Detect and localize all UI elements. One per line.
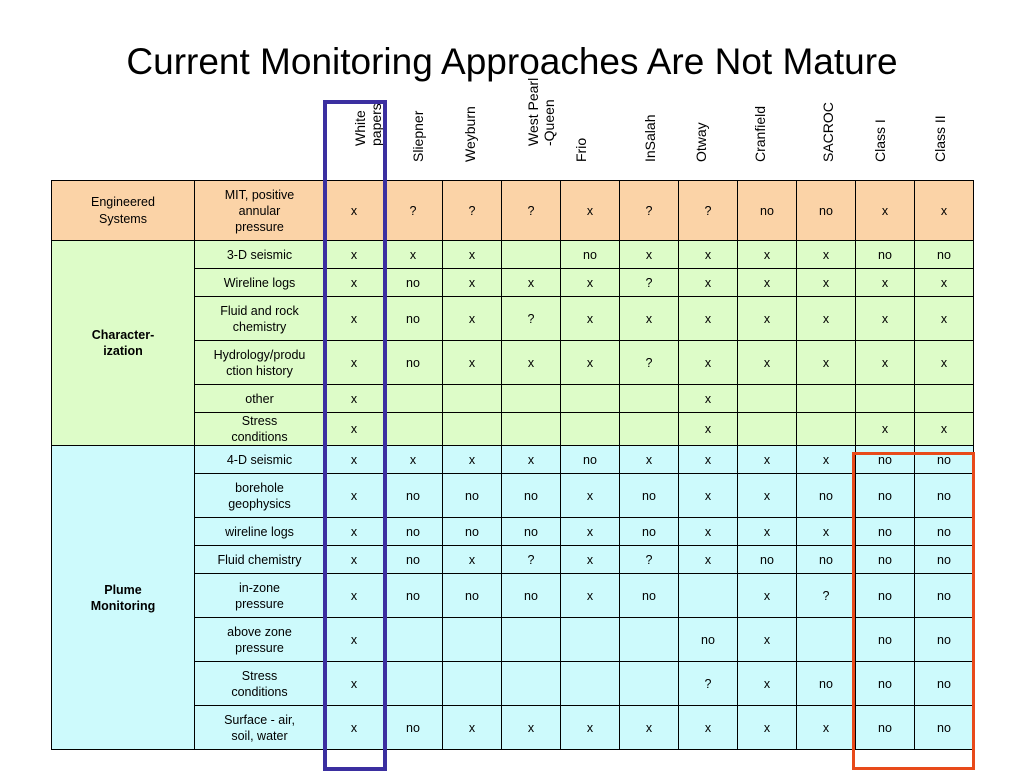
row-label: Stress conditions (195, 662, 325, 706)
table-cell (384, 413, 443, 446)
table-cell: x (384, 446, 443, 474)
table-cell: no (384, 574, 443, 618)
table-cell: no (443, 574, 502, 618)
table-cell: ? (443, 181, 502, 241)
table-cell (384, 618, 443, 662)
column-header-label: SACROC (820, 102, 836, 162)
table-cell: x (679, 385, 738, 413)
table-cell: x (325, 662, 384, 706)
row-label: Stress conditions (195, 413, 325, 446)
table-cell (797, 618, 856, 662)
table-cell: ? (620, 341, 679, 385)
table-cell: no (443, 474, 502, 518)
column-header-weyburn (452, 88, 478, 178)
table-cell: x (561, 574, 620, 618)
table-cell: no (797, 181, 856, 241)
table-cell: x (856, 297, 915, 341)
table-cell: x (679, 241, 738, 269)
table-cell: no (384, 706, 443, 750)
table-cell: x (561, 518, 620, 546)
table-cell: x (797, 297, 856, 341)
table-cell: ? (502, 546, 561, 574)
table-row (52, 181, 974, 241)
table-cell: no (384, 269, 443, 297)
column-header-otway (683, 88, 709, 178)
table-cell: no (561, 446, 620, 474)
table-cell (502, 385, 561, 413)
table-cell (797, 385, 856, 413)
table-cell: x (797, 518, 856, 546)
table-cell (502, 662, 561, 706)
table-cell: x (561, 474, 620, 518)
table-cell (620, 413, 679, 446)
table-cell (915, 385, 974, 413)
table-cell: x (561, 546, 620, 574)
table-cell: x (679, 413, 738, 446)
table-cell: no (915, 241, 974, 269)
class-columns-highlight-box (852, 452, 975, 770)
table-cell: x (915, 181, 974, 241)
table-cell: no (856, 241, 915, 269)
table-cell: x (679, 341, 738, 385)
table-cell: x (856, 341, 915, 385)
table-cell: no (620, 574, 679, 618)
table-cell: no (620, 474, 679, 518)
monitoring-approaches-table (51, 180, 974, 750)
table-cell (797, 413, 856, 446)
table-cell: x (679, 518, 738, 546)
table-cell: x (325, 269, 384, 297)
table-cell: x (502, 446, 561, 474)
row-label: Hydrology/produ ction history (195, 341, 325, 385)
row-label: Wireline logs (195, 269, 325, 297)
table-cell (443, 385, 502, 413)
table-cell: no (915, 574, 974, 618)
table-cell: x (325, 474, 384, 518)
table-cell: no (856, 518, 915, 546)
table-cell: x (325, 413, 384, 446)
column-header-class-ii (922, 88, 948, 178)
column-header-label: Weyburn (462, 106, 478, 162)
column-header-sacroc (810, 88, 836, 178)
column-header-label: Cranfield (752, 105, 768, 162)
table-cell: x (502, 341, 561, 385)
group-label-engineered-systems: Engineered Systems (52, 181, 195, 241)
table-cell: x (738, 297, 797, 341)
table-cell: no (561, 241, 620, 269)
table-cell: no (856, 546, 915, 574)
column-header-insalah (632, 88, 658, 178)
table-cell: no (915, 662, 974, 706)
table-cell: no (384, 474, 443, 518)
table-cell: no (443, 518, 502, 546)
table-cell: x (738, 618, 797, 662)
table-cell: x (502, 706, 561, 750)
column-header-sliepner (400, 88, 426, 178)
table-cell: x (443, 241, 502, 269)
table-cell: x (679, 269, 738, 297)
column-header-cranfield (742, 88, 768, 178)
table-row (52, 241, 974, 269)
table-cell: x (856, 269, 915, 297)
column-header-frio (563, 88, 589, 178)
table-cell: no (856, 662, 915, 706)
table-cell: ? (679, 181, 738, 241)
row-label: above zone pressure (195, 618, 325, 662)
table-cell (620, 385, 679, 413)
group-label-plume-monitoring: Plume Monitoring (52, 446, 195, 750)
table-cell: x (443, 546, 502, 574)
table-cell: ? (620, 181, 679, 241)
table-cell: x (797, 341, 856, 385)
table-cell: no (384, 297, 443, 341)
table-cell: x (738, 518, 797, 546)
table-row (52, 446, 974, 474)
table-cell (443, 662, 502, 706)
group-label-characterization: Character- ization (52, 241, 195, 446)
table-cell: x (620, 706, 679, 750)
table-cell: x (738, 474, 797, 518)
table-cell (384, 662, 443, 706)
table-cell: no (856, 474, 915, 518)
table-cell: x (561, 181, 620, 241)
table-cell: ? (679, 662, 738, 706)
table-cell: x (620, 241, 679, 269)
table-cell: no (620, 518, 679, 546)
table-cell: x (443, 341, 502, 385)
table-cell (443, 618, 502, 662)
table-cell: x (856, 181, 915, 241)
table-cell (679, 574, 738, 618)
table-cell (443, 413, 502, 446)
table-cell: x (325, 341, 384, 385)
white-papers-highlight-box (323, 100, 387, 771)
table-cell: no (856, 446, 915, 474)
table-cell: x (738, 446, 797, 474)
row-label: wireline logs (195, 518, 325, 546)
table-cell: x (620, 297, 679, 341)
table-cell: x (797, 269, 856, 297)
table-cell: no (384, 546, 443, 574)
table-cell: x (325, 297, 384, 341)
table-cell: x (679, 474, 738, 518)
table-cell: x (738, 574, 797, 618)
column-header-west-pearl-queen (515, 77, 557, 178)
row-label: other (195, 385, 325, 413)
table-cell: x (384, 241, 443, 269)
table-cell: ? (797, 574, 856, 618)
table-cell: x (325, 706, 384, 750)
table-cell (384, 385, 443, 413)
column-header-label: Otway (693, 122, 709, 162)
table-cell: x (679, 446, 738, 474)
table-cell: ? (502, 181, 561, 241)
table-cell: x (915, 297, 974, 341)
table-cell (738, 385, 797, 413)
table-cell: x (856, 413, 915, 446)
table-cell (561, 413, 620, 446)
table-cell: x (738, 241, 797, 269)
table-cell (502, 413, 561, 446)
table-cell: no (915, 518, 974, 546)
table-cell (620, 618, 679, 662)
row-label: MIT, positive annular pressure (195, 181, 325, 241)
table-cell: no (915, 446, 974, 474)
table-cell: no (384, 518, 443, 546)
table-cell: no (856, 574, 915, 618)
table-cell: x (620, 446, 679, 474)
table-cell: no (797, 474, 856, 518)
row-label: 3-D seismic (195, 241, 325, 269)
table-cell: x (797, 706, 856, 750)
table-cell: x (325, 385, 384, 413)
table-cell: x (738, 662, 797, 706)
column-header-label: Class I (872, 119, 888, 162)
column-header-label: Frio (573, 137, 589, 162)
table-cell: x (325, 546, 384, 574)
column-header-label: Sliepner (410, 110, 426, 162)
table-cell: x (738, 341, 797, 385)
table-cell: x (915, 413, 974, 446)
column-header-class-i (862, 88, 888, 178)
table-cell: x (325, 446, 384, 474)
table-cell: x (325, 241, 384, 269)
table-cell: x (325, 181, 384, 241)
table-cell: no (915, 546, 974, 574)
table-cell: x (325, 574, 384, 618)
table-cell: no (738, 181, 797, 241)
row-label: 4-D seismic (195, 446, 325, 474)
table-cell: x (679, 706, 738, 750)
table-cell: x (679, 297, 738, 341)
table-cell (620, 662, 679, 706)
row-label: Fluid and rock chemistry (195, 297, 325, 341)
table-cell (561, 385, 620, 413)
table-cell: x (797, 446, 856, 474)
table-cell: x (561, 706, 620, 750)
row-label: Fluid chemistry (195, 546, 325, 574)
row-label: Surface - air, soil, water (195, 706, 325, 750)
slide-title: Current Monitoring Approaches Are Not Mature (126, 41, 898, 82)
table-cell: no (384, 341, 443, 385)
table-cell: x (561, 269, 620, 297)
table-cell: no (915, 474, 974, 518)
table-cell: no (502, 574, 561, 618)
row-label: borehole geophysics (195, 474, 325, 518)
table-cell: no (679, 618, 738, 662)
table-cell (738, 413, 797, 446)
table-cell: no (856, 618, 915, 662)
table-cell: no (915, 618, 974, 662)
table-cell (856, 385, 915, 413)
table-cell: x (915, 269, 974, 297)
table-cell: no (856, 706, 915, 750)
table-cell: ? (502, 297, 561, 341)
table-cell: x (561, 297, 620, 341)
column-header-label: White papers (352, 103, 384, 146)
table-cell: no (738, 546, 797, 574)
table-cell: x (561, 341, 620, 385)
table-cell (502, 618, 561, 662)
table-cell: x (325, 618, 384, 662)
table-cell: ? (384, 181, 443, 241)
column-header-label: InSalah (642, 114, 658, 162)
table-cell: x (679, 546, 738, 574)
table-cell: x (797, 241, 856, 269)
table-cell (502, 241, 561, 269)
table-cell: x (443, 446, 502, 474)
table-cell: x (915, 341, 974, 385)
table-cell: no (797, 662, 856, 706)
table-cell: x (325, 518, 384, 546)
table-cell: no (502, 474, 561, 518)
table-cell: x (443, 706, 502, 750)
table-cell: ? (620, 546, 679, 574)
table-cell: no (502, 518, 561, 546)
table-cell: x (738, 269, 797, 297)
table-cell (561, 618, 620, 662)
table-cell: x (502, 269, 561, 297)
table-cell: no (915, 706, 974, 750)
row-label: in-zone pressure (195, 574, 325, 618)
table-cell: ? (620, 269, 679, 297)
table-cell (561, 662, 620, 706)
table-cell: x (738, 706, 797, 750)
table-cell: x (443, 297, 502, 341)
column-header-label: West Pearl -Queen (525, 77, 557, 146)
column-header-label: Class II (932, 115, 948, 162)
table-cell: x (443, 269, 502, 297)
table-cell: no (797, 546, 856, 574)
